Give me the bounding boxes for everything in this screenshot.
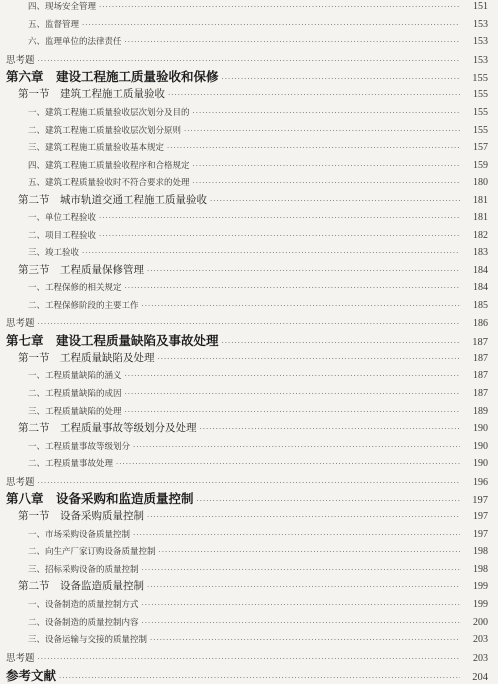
- dot-leader: [168, 91, 460, 99]
- dot-leader: [99, 214, 460, 222]
- dot-leader: [133, 531, 460, 539]
- toc-entry-title: 三、竣工验收: [28, 248, 80, 258]
- toc-entry-title: 二、项目工程验收: [28, 231, 97, 241]
- dot-leader: [82, 249, 460, 257]
- toc-entry-page: 197: [473, 529, 488, 540]
- toc-entry-title: 第二节 设备监造质量控制: [18, 580, 144, 592]
- toc-entry: [0, 281, 488, 293]
- toc-entry-page: 200: [473, 617, 488, 628]
- toc-entry-title: 三、工程质量缺陷的处理: [28, 407, 122, 417]
- toc-entry-title: 一、市场采购设备质量控制: [28, 530, 131, 540]
- toc-entry: [0, 315, 488, 329]
- toc-entry: [0, 578, 488, 593]
- toc-entry-page: 196: [473, 477, 488, 488]
- dot-leader: [147, 513, 460, 521]
- toc-entry: [0, 420, 488, 435]
- dot-leader: [38, 655, 460, 663]
- toc-entry: [0, 262, 488, 277]
- toc-entry: [0, 474, 488, 488]
- toc-entry: [0, 528, 488, 540]
- toc-entry-page: 153: [473, 19, 488, 30]
- toc-entry: [0, 387, 488, 399]
- toc-entry-page: 159: [473, 160, 488, 171]
- toc-entry: [0, 159, 488, 171]
- toc-entry-page: 197: [473, 511, 488, 522]
- toc-entry: [0, 405, 488, 417]
- toc-entry-page: 197: [472, 495, 488, 506]
- toc-entry-page: 180: [473, 177, 488, 188]
- toc-entry: [0, 563, 488, 575]
- toc-entry-title: 第一节 建筑工程施工质量验收: [18, 88, 165, 100]
- toc-entry-title: 参考文献: [6, 668, 57, 683]
- toc-entry: [0, 633, 488, 645]
- toc-entry-title: 六、监理单位的法律责任: [28, 37, 122, 47]
- toc-entry-title: 一、工程质量缺陷的涵义: [28, 371, 122, 381]
- toc-entry-page: 187: [473, 370, 488, 381]
- toc-entry-title: 一、设备制造的质量控制方式: [28, 600, 139, 610]
- toc-entry: [0, 52, 488, 66]
- toc-entry: [0, 35, 488, 47]
- dot-leader: [184, 127, 460, 135]
- toc-entry-title: 三、建筑工程施工质量验收基本规定: [28, 143, 165, 153]
- toc-entry: [0, 141, 488, 153]
- toc-entry-page: 199: [473, 599, 488, 610]
- toc-entry-title: 四、建筑工程施工质量验收程序和合格规定: [28, 161, 190, 171]
- toc-entry-page: 182: [473, 230, 488, 241]
- toc-entry: [0, 176, 488, 188]
- toc-entry-page: 184: [473, 282, 488, 293]
- toc-entry-title: 一、工程保修的相关规定: [28, 283, 122, 293]
- dot-leader: [142, 302, 460, 310]
- dot-leader: [142, 601, 460, 609]
- toc-entry-title: 二、工程质量缺陷的成因: [28, 389, 122, 399]
- dot-leader: [133, 443, 460, 451]
- dot-leader: [150, 636, 460, 644]
- dot-leader: [142, 566, 460, 574]
- toc-entry-page: 198: [473, 546, 488, 557]
- toc-entry-page: 190: [473, 423, 488, 434]
- toc-entry-page: 185: [473, 300, 488, 311]
- toc-entry-page: 183: [473, 247, 488, 258]
- toc-entry: [0, 211, 488, 223]
- toc-entry-page: 198: [473, 564, 488, 575]
- dot-leader: [147, 583, 460, 591]
- toc-entry-title: 五、建筑工程质量验收时不符合要求的处理: [28, 178, 190, 188]
- toc-entry-title: 三、招标采购设备的质量控制: [28, 565, 139, 575]
- dot-leader: [222, 339, 460, 347]
- toc-entry: [0, 229, 488, 241]
- toc-entry: [0, 299, 488, 311]
- toc-entry-title: 二、设备制造的质量控制内容: [28, 618, 139, 628]
- toc-entry-page: 187: [473, 353, 488, 364]
- toc-entry: [0, 124, 488, 136]
- dot-leader: [147, 267, 460, 275]
- toc-entry: [0, 457, 488, 469]
- toc-entry: [0, 666, 488, 684]
- toc-entry-page: 181: [473, 212, 488, 223]
- toc-entry-page: 187: [472, 337, 488, 348]
- toc-entry: [0, 86, 488, 101]
- toc-entry-page: 157: [473, 142, 488, 153]
- toc-entry: [0, 331, 488, 349]
- toc-entry-title: 思考题: [6, 55, 35, 66]
- toc-entry-title: 四、现场安全管理: [28, 2, 97, 12]
- toc-entry: [0, 508, 488, 523]
- toc-entry-page: 155: [473, 125, 488, 136]
- dot-leader: [159, 548, 460, 556]
- toc-entry: [0, 489, 488, 507]
- toc-entry-title: 第八章 设备采购和监造质量控制: [6, 491, 194, 506]
- toc-entry-page: 190: [473, 441, 488, 452]
- toc-entry-page: 187: [473, 388, 488, 399]
- toc-entry: [0, 18, 488, 30]
- toc-entry-page: 155: [473, 89, 488, 100]
- toc-entry-page: 153: [473, 36, 488, 47]
- dot-leader: [210, 197, 460, 205]
- dot-leader: [193, 162, 460, 170]
- toc-entry-title: 一、工程质量事故等级划分: [28, 442, 131, 452]
- dot-leader: [197, 497, 460, 505]
- toc-entry: [0, 616, 488, 628]
- dot-leader: [116, 460, 460, 468]
- toc-entry: [0, 0, 488, 12]
- dot-leader: [125, 284, 460, 292]
- dot-leader: [158, 355, 461, 363]
- toc-entry-page: 190: [473, 458, 488, 469]
- toc-entry-title: 思考题: [6, 477, 35, 488]
- toc-entry-page: 153: [473, 55, 488, 66]
- toc-entry: [0, 598, 488, 610]
- toc-entry-title: 三、设备运输与交接的质量控制: [28, 635, 148, 645]
- toc-entry-title: 第二节 工程质量事故等级划分及处理: [18, 422, 197, 434]
- toc-entry-title: 第三节 工程质量保修管理: [18, 264, 144, 276]
- dot-leader: [125, 390, 460, 398]
- toc-entry-title: 第七章 建设工程质量缺陷及事故处理: [6, 333, 219, 348]
- toc-entry-page: 155: [472, 73, 488, 84]
- toc-entry-page: 181: [473, 195, 488, 206]
- dot-leader: [125, 372, 460, 380]
- toc-entry: [0, 650, 488, 664]
- toc-entry-page: 151: [473, 1, 488, 12]
- toc-entry: [0, 545, 488, 557]
- toc-entry-page: 186: [473, 318, 488, 329]
- dot-leader: [142, 619, 460, 627]
- toc-entry-title: 二、向生产厂家订购设备质量控制: [28, 547, 156, 557]
- dot-leader: [167, 144, 460, 152]
- toc-entry-title: 第一节 工程质量缺陷及处理: [18, 352, 155, 364]
- toc-entry-title: 一、建筑工程施工质量验收层次划分及目的: [28, 108, 190, 118]
- toc-entry: [0, 67, 488, 85]
- toc-entry-page: 189: [473, 406, 488, 417]
- toc-entry-title: 一、单位工程验收: [28, 213, 97, 223]
- dot-leader: [38, 479, 460, 487]
- dot-leader: [193, 109, 460, 117]
- toc-entry-page: 199: [473, 581, 488, 592]
- toc-entry-page: 204: [472, 672, 488, 683]
- toc-entry-page: 203: [473, 634, 488, 645]
- dot-leader: [99, 232, 460, 240]
- toc-entry: [0, 246, 488, 258]
- toc-entry-page: 184: [473, 265, 488, 276]
- dot-leader: [125, 408, 460, 416]
- dot-leader: [193, 179, 460, 187]
- toc-entry-title: 二、工程质量事故处理: [28, 459, 114, 469]
- toc-entry: [0, 192, 488, 207]
- dot-leader: [200, 425, 461, 433]
- dot-leader: [222, 75, 460, 83]
- dot-leader: [99, 3, 460, 11]
- dot-leader: [82, 21, 460, 29]
- toc-entry-title: 第一节 设备采购质量控制: [18, 510, 144, 522]
- toc-entry-title: 五、监督管理: [28, 20, 80, 30]
- toc-entry-title: 二、建筑工程施工质量验收层次划分原则: [28, 126, 182, 136]
- toc-entry: [0, 440, 488, 452]
- dot-leader: [59, 674, 460, 682]
- toc-entry-title: 二、工程保修阶段的主要工作: [28, 301, 139, 311]
- toc-entry-title: 思考题: [6, 653, 35, 664]
- toc-entry: [0, 106, 488, 118]
- dot-leader: [38, 320, 460, 328]
- toc-entry-page: 155: [473, 107, 488, 118]
- toc-entry-title: 第二节 城市轨道交通工程施工质量验收: [18, 194, 207, 206]
- toc-entry: [0, 369, 488, 381]
- dot-leader: [125, 38, 460, 46]
- toc-entry: [0, 350, 488, 365]
- dot-leader: [38, 57, 460, 65]
- toc-entry-title: 思考题: [6, 318, 35, 329]
- toc-entry-page: 203: [473, 653, 488, 664]
- toc-entry-title: 第六章 建设工程施工质量验收和保修: [6, 69, 219, 84]
